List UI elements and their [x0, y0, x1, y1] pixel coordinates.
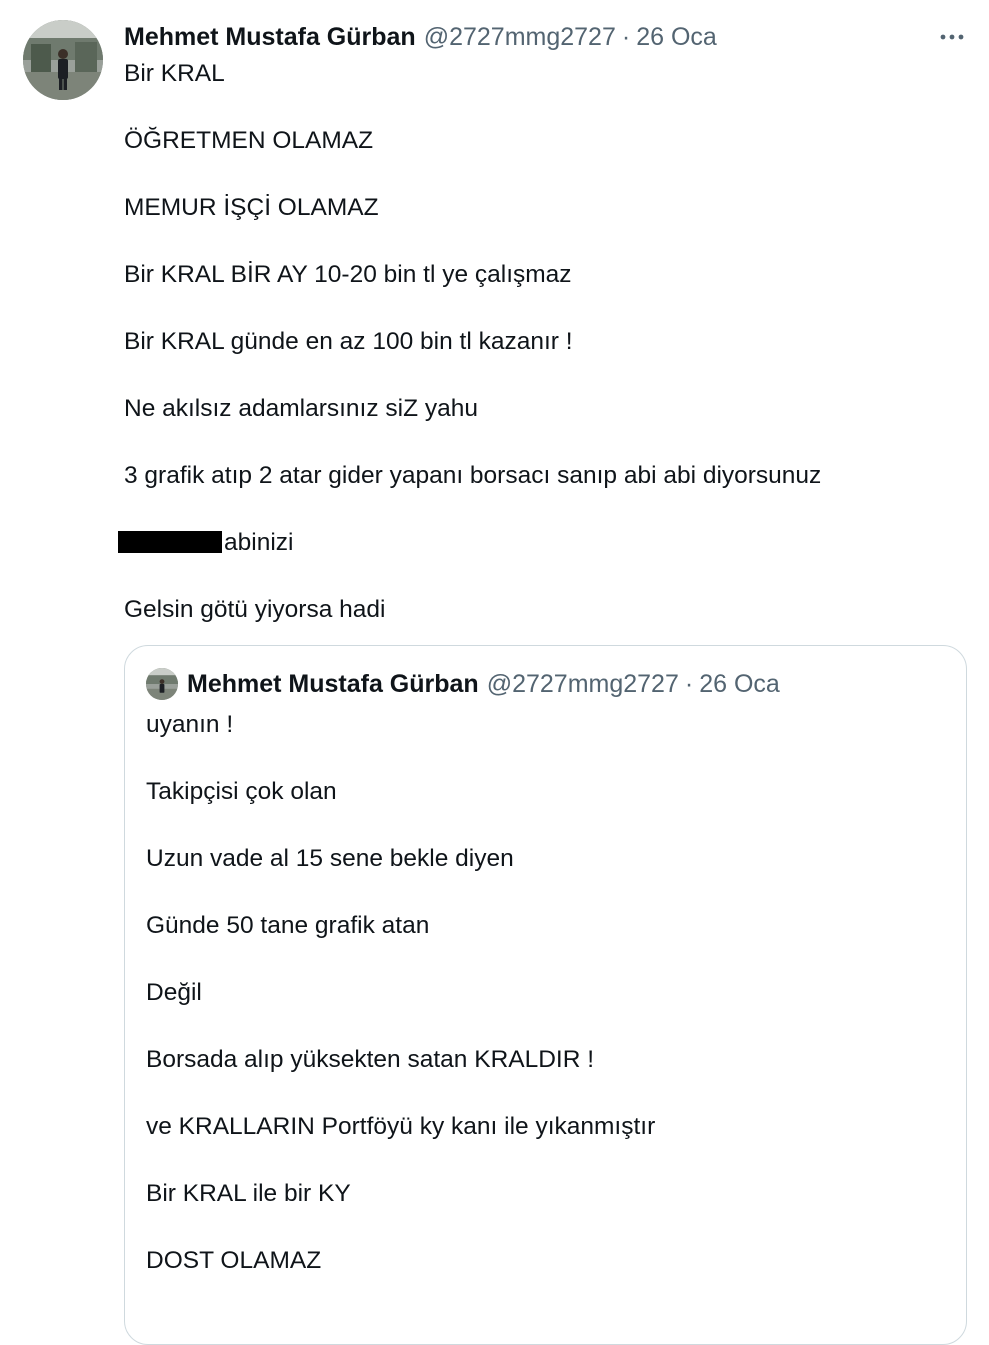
quoted-line: Borsada alıp yüksekten satan KRALDIR !	[146, 1046, 595, 1073]
tweet-line: Bir KRAL BİR AY 10-20 bin tl ye çalışmaz	[124, 261, 572, 288]
quoted-line: Değil	[146, 979, 202, 1006]
tweet-line: ÖĞRETMEN OLAMAZ	[124, 127, 374, 154]
quoted-tweet-date: 26 Oca	[699, 670, 780, 698]
author-handle[interactable]: @2727mmg2727	[423, 23, 616, 51]
tweet-line: Bir KRAL günde en az 100 bin tl kazanır !	[124, 328, 573, 355]
quoted-author-name: Mehmet Mustafa Gürban	[187, 670, 479, 698]
quoted-avatar-photo	[146, 668, 178, 700]
quoted-line: Takipçisi çok olan	[146, 778, 337, 805]
redacted-line-suffix: abinizi	[224, 529, 294, 556]
tweet-line: 3 grafik atıp 2 atar gider yapanı borsacı sanıp abi abi diyorsunuz	[124, 462, 822, 489]
tweet-line: Ne akılsız adamlarsınız siZ yahu	[124, 395, 479, 422]
quoted-tweet-header	[146, 667, 780, 701]
quoted-tweet[interactable]	[124, 645, 967, 1345]
tweet-text	[124, 56, 964, 659]
quoted-line: uyanın !	[146, 711, 234, 738]
more-dots-icon	[937, 22, 967, 52]
tweet-line-redacted	[124, 525, 964, 561]
quoted-line: Uzun vade al 15 sene bekle diyen	[146, 845, 514, 872]
quoted-line: Bir KRAL ile bir KY	[146, 1180, 351, 1207]
author-avatar[interactable]	[23, 20, 103, 100]
redaction-bar	[118, 531, 222, 553]
tweet-line: MEMUR İŞÇİ OLAMAZ	[124, 194, 379, 221]
avatar-photo	[23, 20, 103, 100]
more-options-button[interactable]	[937, 22, 967, 52]
quoted-author-handle: @2727mmg2727	[486, 670, 679, 698]
author-name[interactable]: Mehmet Mustafa Gürban	[124, 23, 416, 51]
header-separator: ·	[621, 23, 631, 51]
tweet-line: Bir KRAL	[124, 60, 225, 87]
quoted-line: DOST OLAMAZ	[146, 1247, 322, 1274]
tweet-line: Gelsin götü yiyorsa hadi	[124, 596, 386, 623]
quoted-header-separator: ·	[684, 670, 694, 698]
quoted-tweet-text	[146, 707, 946, 1310]
quoted-line: ve KRALLARIN Portföyü ky kanı ile yıkanmıştır	[146, 1113, 656, 1140]
quoted-author-avatar	[146, 668, 178, 700]
tweet-date[interactable]: 26 Oca	[636, 23, 717, 51]
quoted-line: Günde 50 tane grafik atan	[146, 912, 430, 939]
tweet-header	[124, 20, 717, 54]
